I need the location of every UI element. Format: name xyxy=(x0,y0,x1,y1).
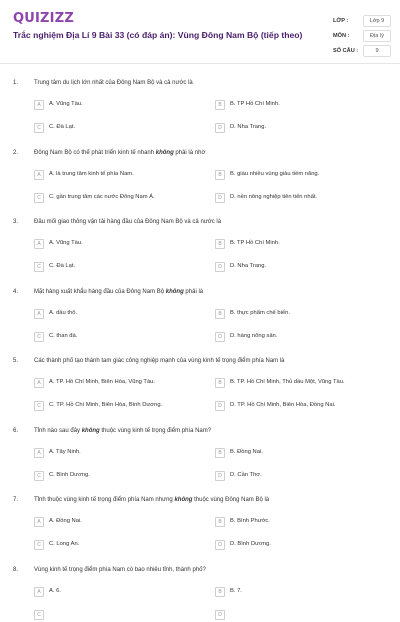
worksheet-header xyxy=(0,0,400,64)
option-text: D. TP. Hồ Chí Minh, Biên Hòa, Đồng Nai. xyxy=(230,402,336,408)
quizizz-logo[interactable]: QUIZIZZ xyxy=(13,11,74,26)
option-letter-box: B xyxy=(215,170,225,180)
option-text: C. Đà Lạt. xyxy=(49,124,76,130)
option-text: B. thực phẩm chế biến. xyxy=(230,309,290,316)
meta-subject-value: Địa lý xyxy=(363,30,391,42)
option-letter-box: B xyxy=(215,517,225,527)
option-letter-box: B xyxy=(215,378,225,388)
option-letter-box: A xyxy=(34,587,44,597)
option-text: A. 6. xyxy=(49,587,61,594)
option-text: B. TP Hồ Chí Minh. xyxy=(230,240,280,246)
question-emphasis: không xyxy=(165,288,184,295)
meta-grade-value: Lớp 9 xyxy=(363,15,391,27)
option-letter-box: A xyxy=(34,100,44,110)
option-letter-box: B xyxy=(215,309,225,319)
question-emphasis: không xyxy=(155,149,174,156)
option-letter-box: A xyxy=(34,239,44,249)
option-text: D. Bình Dương. xyxy=(230,541,271,547)
option-letter-box: D xyxy=(215,610,225,620)
question-text: Các thành phố tạo thành tam giác công nghiệp mạnh của vùng kinh tế trọng điểm phía Nam là xyxy=(34,358,285,364)
option-text: A. Vũng Tàu. xyxy=(49,240,83,246)
option-text: B. 7. xyxy=(230,587,242,594)
option-text: D. Nha Trang. xyxy=(230,124,267,130)
option-text: B. TP. Hồ Chí Minh, Thủ dầu Một, Vũng Tàu. xyxy=(230,379,345,385)
option-letter-box: D xyxy=(215,123,225,133)
option-letter-box: C xyxy=(34,262,44,272)
question-number: 5. xyxy=(13,358,19,364)
option-letter-box: D xyxy=(215,332,225,342)
option-text: A. dầu thô. xyxy=(49,309,78,316)
option-letter-box: A xyxy=(34,448,44,458)
option-letter-box: C xyxy=(34,540,44,550)
question-number: 3. xyxy=(13,219,19,225)
option-letter-box: C xyxy=(34,332,44,342)
option-text: C. gần trung tâm các nước Đông Nam Á. xyxy=(49,193,155,200)
option-letter-box: B xyxy=(215,448,225,458)
option-text: C. Bình Dương. xyxy=(49,471,90,478)
option-text: A. TP. Hồ Chí Minh, Biên Hòa, Vũng Tàu. xyxy=(49,379,156,385)
option-text: C. than đá. xyxy=(49,332,78,339)
question-number: 4. xyxy=(13,288,19,295)
question-emphasis: không xyxy=(81,427,100,434)
option-letter-box: B xyxy=(215,239,225,249)
option-letter-box: A xyxy=(34,378,44,388)
meta-count-label: SỐ CÂU : xyxy=(333,48,359,54)
option-text: D. Cần Thơ. xyxy=(230,471,262,478)
question-text: Tỉnh nào sau đây không thuộc vùng kinh tế trọng điểm phía Nam? xyxy=(34,427,212,434)
question-text: Vùng kinh tế trọng điểm phía Nam có bao nhiêu tỉnh, thành phố? xyxy=(34,566,206,573)
option-text: B. giàu nhiều vùng giàu tiềm năng. xyxy=(230,170,320,177)
meta-grade-label: LỚP : xyxy=(333,18,349,24)
option-letter-box: D xyxy=(215,540,225,550)
meta-count-value: 9 xyxy=(363,45,391,57)
question-text: Đầu mối giao thông vận tải hàng đầu của Đông Nam Bộ và cả nước là xyxy=(34,219,222,225)
question-number: 8. xyxy=(13,566,19,573)
meta-subject-label: MÔN : xyxy=(333,33,350,39)
option-text: B. Bình Phước. xyxy=(230,518,270,524)
meta-grade xyxy=(333,15,391,27)
option-letter-box: D xyxy=(215,262,225,272)
question-text: Trung tâm du lịch lớn nhất của Đông Nam Bộ và cả nước là xyxy=(34,80,193,86)
question-emphasis: không xyxy=(174,497,193,503)
question-number: 2. xyxy=(13,149,19,156)
option-text: A. Tây Ninh. xyxy=(49,448,81,455)
option-text: B. Đồng Nai. xyxy=(230,448,263,455)
option-text: B. TP Hồ Chí Minh. xyxy=(230,101,280,107)
option-letter-box: B xyxy=(215,587,225,597)
option-letter-box: A xyxy=(34,517,44,527)
option-letter-box: D xyxy=(215,193,225,203)
option-letter-box: C xyxy=(34,471,44,481)
question-text: Đông Nam Bộ có thế phát triển kinh tế nhanh không phải là nhờ xyxy=(34,149,206,156)
option-letter-box: A xyxy=(34,309,44,319)
question-text: Tỉnh thuộc vùng kinh tế trọng điểm phía Nam nhưng không thuộc vùng Đông Nam Bộ là xyxy=(34,497,270,503)
option-text: A. Vũng Tàu. xyxy=(49,101,83,107)
meta-subject xyxy=(333,30,391,42)
question-number: 7. xyxy=(13,497,19,503)
option-text: D. nền nông nghiệp tiên tiến nhất. xyxy=(230,193,318,200)
option-letter-box: C xyxy=(34,401,44,411)
option-text: C. Long An. xyxy=(49,541,80,547)
option-text: A. là trung tâm kinh tế phía Nam. xyxy=(49,170,134,177)
option-text: A. Đồng Nai. xyxy=(49,518,82,524)
option-text: D. hàng nông sản. xyxy=(230,332,278,339)
option-letter-box: B xyxy=(215,100,225,110)
option-letter-box: C xyxy=(34,610,44,620)
option-letter-box: A xyxy=(34,170,44,180)
question-text: Mặt hàng xuất khẩu hàng đầu của Đông Nam Bộ không phải là xyxy=(34,288,204,295)
option-text: D. Nha Trang. xyxy=(230,263,267,269)
option-letter-box: D xyxy=(215,401,225,411)
worksheet-title: Trắc nghiệm Địa Lí 9 Bài 33 (có đáp án): Vùng Đông Nam Bộ (tiếp theo) xyxy=(13,30,303,40)
option-letter-box: D xyxy=(215,471,225,481)
option-letter-box: C xyxy=(34,123,44,133)
question-number: 1. xyxy=(13,80,19,86)
question-number: 6. xyxy=(13,427,19,434)
option-text: C. TP. Hồ Chí Minh, Biên Hòa, Bình Dương. xyxy=(49,402,163,408)
option-text: C. Đà Lạt. xyxy=(49,263,76,269)
option-letter-box: C xyxy=(34,193,44,203)
meta-count xyxy=(333,45,391,57)
